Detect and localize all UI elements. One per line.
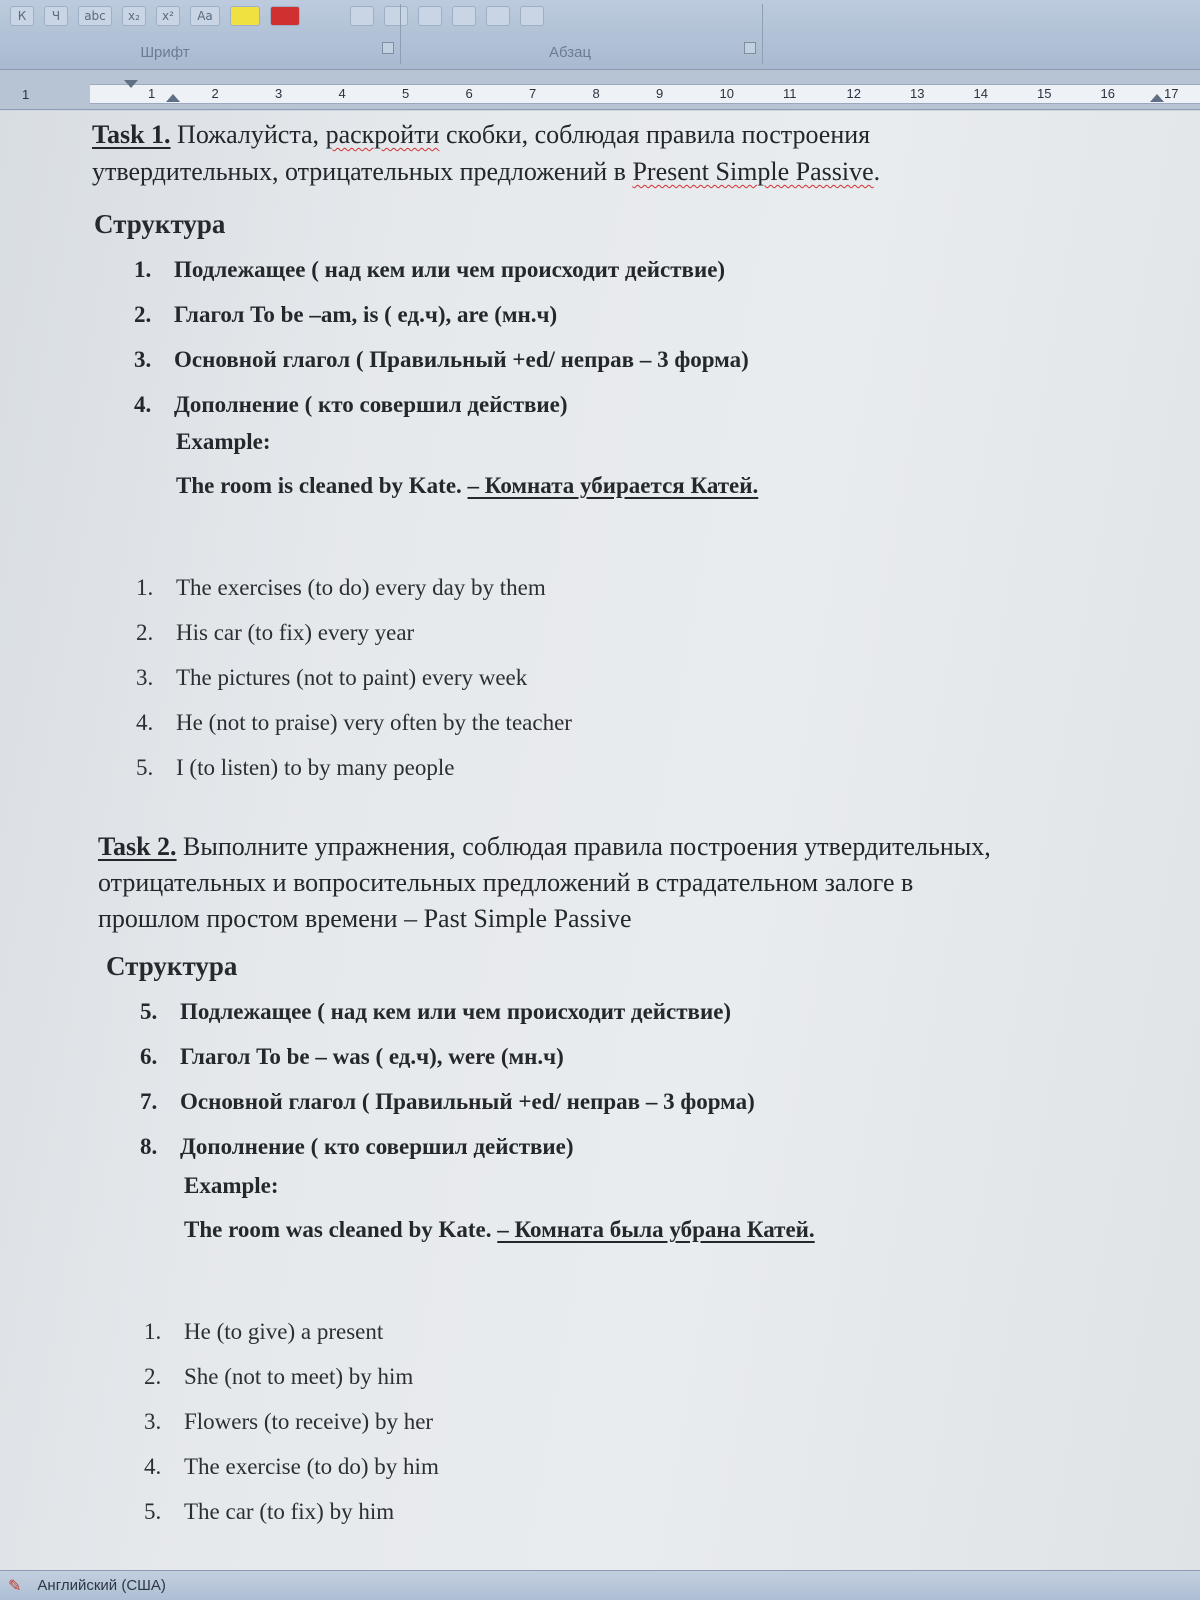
task1-line2-b: Present Simple Passive <box>632 157 874 186</box>
task1-structure-title: Структура <box>94 209 226 239</box>
document-content <box>0 111 1200 1570</box>
task1-heading <box>92 116 1172 190</box>
strikethrough-icon[interactable]: abc <box>78 6 112 26</box>
change-case-icon[interactable]: Aa <box>190 6 220 26</box>
task1-text-b: раскройти <box>325 120 440 149</box>
task1-line2-a: утвердительных, отрицательных предложений в <box>92 157 633 186</box>
ruler-number: 15 <box>1037 86 1052 101</box>
list-text: Подлежащее ( над кем или чем происходит действие) <box>180 999 732 1024</box>
task1-example-label: Example: <box>176 429 271 454</box>
list-text: His car (to fix) every year <box>176 620 415 645</box>
shading-icon[interactable] <box>520 6 544 26</box>
list-item <box>144 1354 1144 1399</box>
underline-icon[interactable]: Ч <box>44 6 68 26</box>
task2-example-ru: – Комната была убрана Катей. <box>497 1217 815 1242</box>
language-indicator[interactable]: Английский (США) <box>37 1577 166 1594</box>
ruler-number: 13 <box>910 86 925 101</box>
task2-line3: прошлом простом времени – Past Simple Passive <box>98 904 632 933</box>
hanging-indent-marker[interactable] <box>166 94 180 102</box>
ruler-number: 6 <box>465 86 473 101</box>
ruler-number: 3 <box>275 86 283 101</box>
line-spacing-icon[interactable] <box>486 6 510 26</box>
task1-line2-c: . <box>873 157 881 186</box>
font-color-icon[interactable] <box>270 6 300 26</box>
list-number: 4. <box>144 1454 162 1479</box>
ruler-number: 11 <box>783 86 797 101</box>
document-page[interactable] <box>0 111 1200 1570</box>
ruler-number: 5 <box>402 86 410 101</box>
list-number: 3. <box>134 347 152 372</box>
proofing-icon[interactable]: ✎ <box>8 1577 22 1595</box>
list-item <box>140 1079 1140 1124</box>
right-indent-marker[interactable] <box>1150 94 1164 102</box>
ruler-band <box>90 84 1200 104</box>
task1-line1 <box>92 116 1172 153</box>
paragraph-dialog-launcher-icon[interactable] <box>744 42 756 54</box>
ruler-left-number: 1 <box>22 87 30 102</box>
list-item <box>144 1309 1144 1354</box>
list-number: 4. <box>134 392 152 417</box>
list-text: He (to give) a present <box>184 1319 384 1344</box>
list-number: 2. <box>134 302 152 327</box>
task2-example-en: The room was cleaned by Kate. <box>184 1217 498 1242</box>
task2-text-1: Выполните упражнения, соблюдая правила построения утвердительных, <box>176 832 991 861</box>
task2-heading <box>98 829 1188 937</box>
task1-exercise-list <box>136 565 1136 790</box>
list-number: 8. <box>140 1134 158 1159</box>
font-group-label: Шрифт <box>140 43 190 61</box>
list-text: The pictures (not to paint) every week <box>176 665 528 690</box>
list-number: 1. <box>144 1319 162 1344</box>
list-item <box>134 292 1134 337</box>
superscript-icon[interactable]: x² <box>156 6 180 26</box>
task1-rules-list <box>134 247 1134 427</box>
horizontal-ruler[interactable] <box>0 70 1200 110</box>
list-text: Глагол To be –am, is ( ед.ч), are (мн.ч) <box>174 302 558 327</box>
ruler-number: 1 <box>148 86 156 101</box>
list-item <box>136 565 1136 610</box>
task2-example <box>184 1217 815 1243</box>
list-text: Основной глагол ( Правильный +ed/ неправ – 3 форма) <box>174 347 749 372</box>
list-item <box>134 247 1134 292</box>
subscript-icon[interactable]: x₂ <box>122 6 146 26</box>
list-text: I (to listen) to by many people <box>176 755 455 780</box>
align-center-icon[interactable] <box>384 6 408 26</box>
task2-exercise-list <box>144 1309 1144 1534</box>
group-divider <box>400 4 401 64</box>
paragraph-group-label: Абзац <box>548 43 592 61</box>
ruler-number: 4 <box>338 86 346 101</box>
list-item <box>136 610 1136 655</box>
ruler-number: 8 <box>592 86 600 101</box>
ribbon-toolbar <box>0 0 1200 32</box>
task1-text-a: Пожалуйста, <box>177 120 326 149</box>
list-number: 5. <box>140 999 158 1024</box>
list-item <box>140 989 1140 1034</box>
task1-text-c: скобки, соблюдая правила построения <box>439 120 871 149</box>
ruler-number: 14 <box>973 86 988 101</box>
group-divider <box>762 4 763 64</box>
first-line-indent-marker[interactable] <box>124 80 138 88</box>
list-number: 2. <box>144 1364 162 1389</box>
list-item <box>134 382 1134 427</box>
list-text: Основной глагол ( Правильный +ed/ неправ – 3 форма) <box>180 1089 755 1114</box>
ruler-number: 16 <box>1100 86 1115 101</box>
list-text: He (not to praise) very often by the teacher <box>176 710 572 735</box>
task1-example <box>176 473 758 499</box>
task1-line2 <box>92 153 1172 190</box>
task1-example-en: The room is cleaned by Kate. <box>176 473 468 498</box>
list-item <box>144 1444 1144 1489</box>
list-number: 3. <box>144 1409 162 1434</box>
list-number: 2. <box>136 620 154 645</box>
status-bar <box>0 1570 1200 1600</box>
highlight-color-icon[interactable] <box>230 6 260 26</box>
task2-structure-title: Структура <box>106 951 238 981</box>
list-text: Подлежащее ( над кем или чем происходит действие) <box>174 257 726 282</box>
list-text: She (not to meet) by him <box>184 1364 414 1389</box>
ruler-number: 17 <box>1164 86 1179 101</box>
task2-line2: отрицательных и вопросительных предложений в страдательном залоге в <box>98 868 914 897</box>
list-item <box>136 655 1136 700</box>
font-dialog-launcher-icon[interactable] <box>382 42 394 54</box>
task2-rules-list <box>140 989 1140 1169</box>
align-left-icon[interactable] <box>350 6 374 26</box>
list-item <box>136 745 1136 790</box>
list-text: Дополнение ( кто совершил действие) <box>180 1134 574 1159</box>
justify-icon[interactable] <box>452 6 476 26</box>
list-number: 6. <box>140 1044 158 1069</box>
ruler-number: 9 <box>656 86 664 101</box>
list-number: 5. <box>144 1499 162 1524</box>
list-number: 3. <box>136 665 154 690</box>
ruler-number: 2 <box>211 86 219 101</box>
list-item <box>140 1124 1140 1169</box>
task2-example-label: Example: <box>184 1173 279 1198</box>
ribbon <box>0 0 1200 70</box>
list-text: Дополнение ( кто совершил действие) <box>174 392 568 417</box>
list-text: The exercise (to do) by him <box>184 1454 439 1479</box>
list-number: 7. <box>140 1089 158 1114</box>
list-text: The exercises (to do) every day by them <box>176 575 546 600</box>
list-item <box>144 1399 1144 1444</box>
list-number: 1. <box>134 257 152 282</box>
list-number: 1. <box>136 575 154 600</box>
list-number: 4. <box>136 710 154 735</box>
align-right-icon[interactable] <box>418 6 442 26</box>
ruler-number: 12 <box>846 86 861 101</box>
list-text: Глагол To be – was ( ед.ч), were (мн.ч) <box>180 1044 564 1069</box>
list-text: Flowers (to receive) by her <box>184 1409 434 1434</box>
list-item <box>136 700 1136 745</box>
ruler-number: 7 <box>529 86 537 101</box>
list-item <box>144 1489 1144 1534</box>
list-number: 5. <box>136 755 154 780</box>
ruler-number: 10 <box>719 86 734 101</box>
task1-example-ru: – Комната убирается Катей. <box>467 473 759 498</box>
task1-label: Task 1. <box>92 120 171 149</box>
task2-label: Task 2. <box>98 832 177 861</box>
list-item <box>140 1034 1140 1079</box>
list-text: The car (to fix) by him <box>184 1499 395 1524</box>
italic-icon[interactable]: К <box>10 6 34 26</box>
task2-line1 <box>98 829 1188 865</box>
list-item <box>134 337 1134 382</box>
